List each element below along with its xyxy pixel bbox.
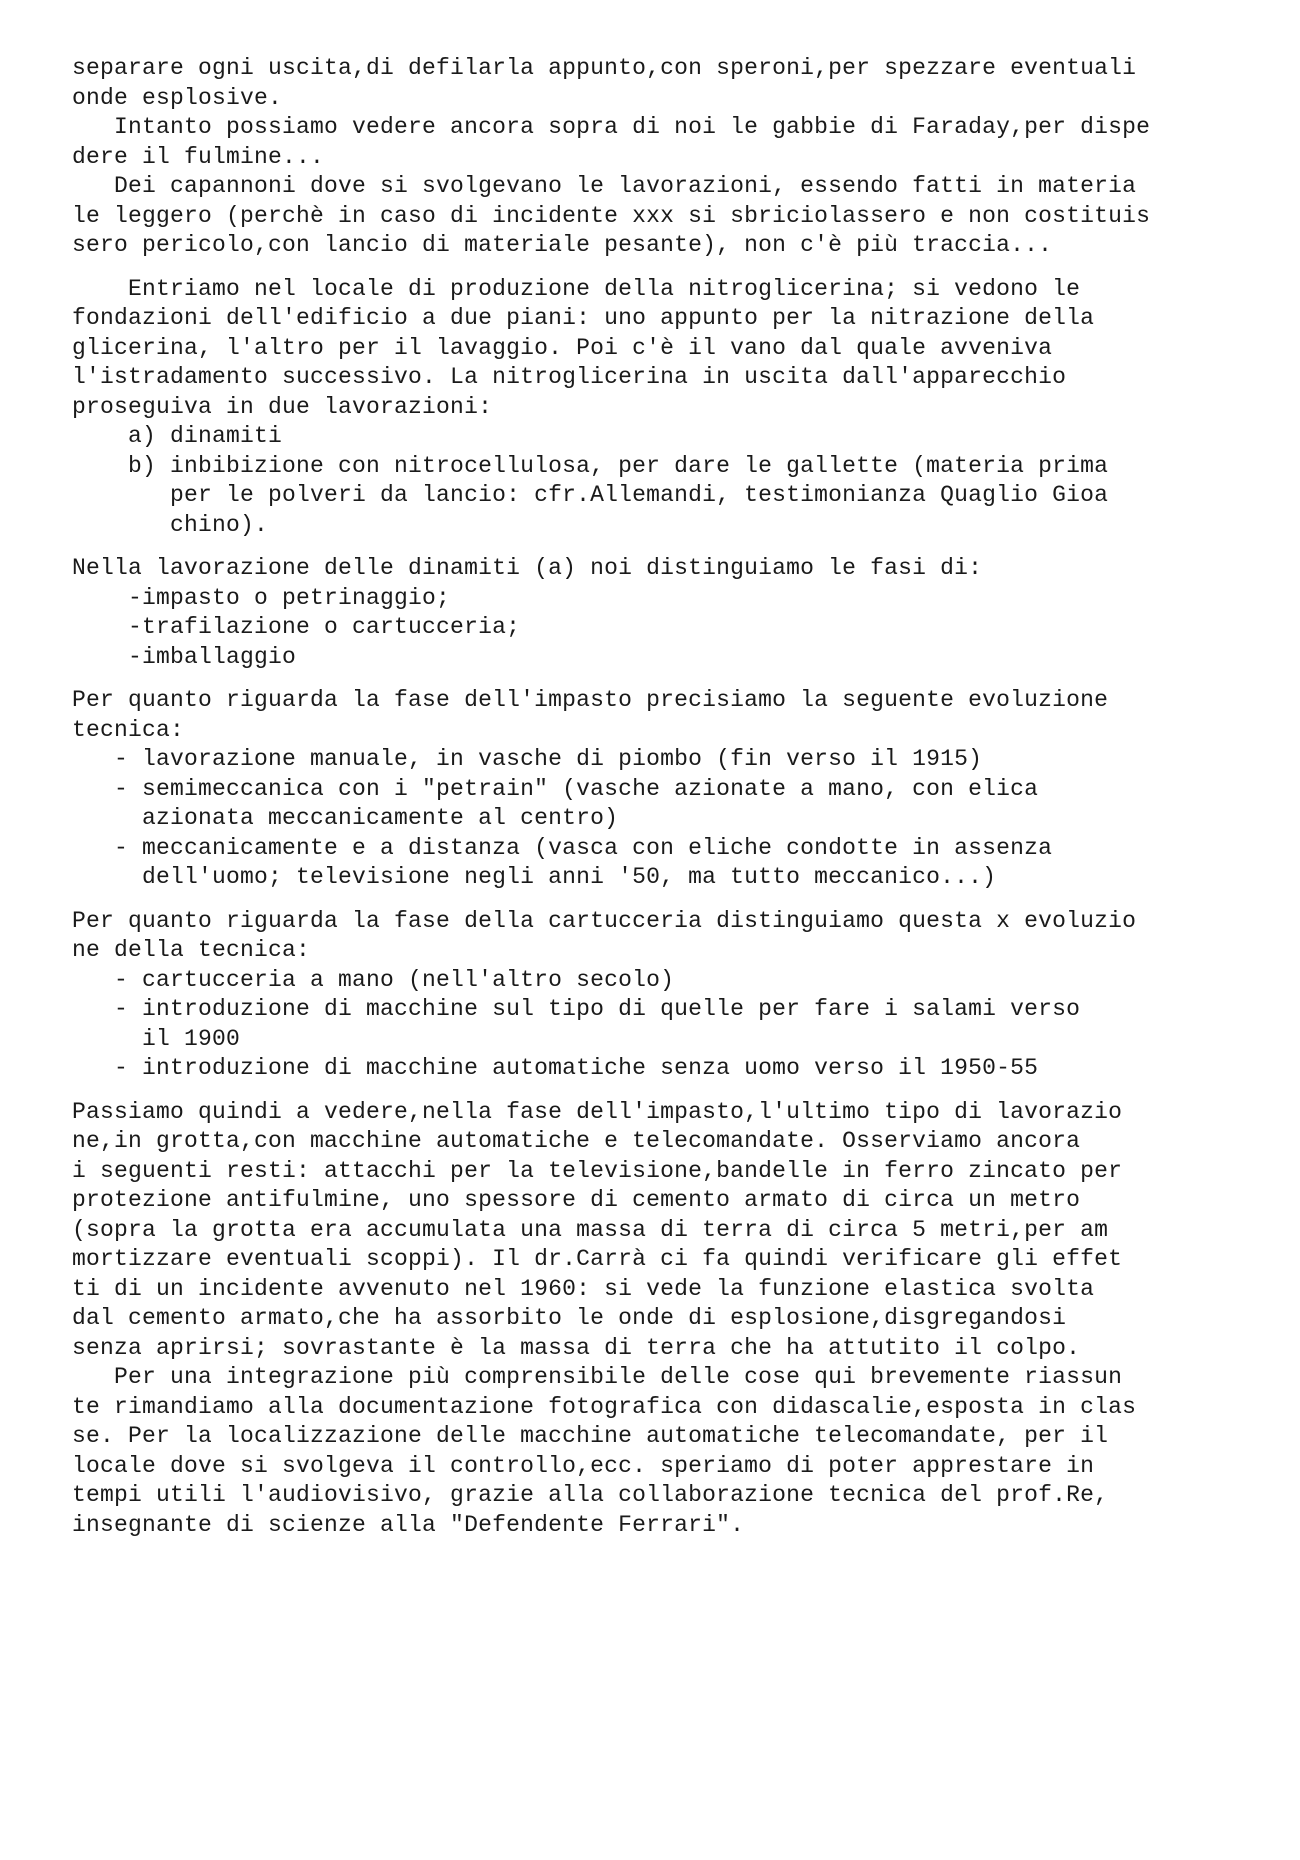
paragraph-block-4: [72, 686, 1232, 893]
text-line: i seguenti resti: attacchi per la televisione,bandelle in ferro zincato per: [72, 1157, 1123, 1184]
text-line: separare ogni uscita,di defilarla appunto,con speroni,per spezzare eventuali: [72, 55, 1137, 81]
text-line: sero pericolo,con lancio di materiale pesante), non c'è più traccia...: [72, 232, 1053, 258]
paragraph-block-6: [72, 1098, 1232, 1541]
text-line: Intanto possiamo vedere ancora sopra di noi le gabbie di Faraday,per dispe: [72, 114, 1151, 140]
typewritten-page: [72, 54, 1232, 1540]
spacer: [72, 672, 1232, 686]
text-line: senza aprirsi; sovrastante è la massa di terra che ha attutito il colpo.: [72, 1334, 1081, 1361]
list-item: - introduzione di macchine automatiche senza uomo verso il 1950-55: [72, 1055, 1039, 1081]
text-line: Per quanto riguarda la fase dell'impasto precisiamo la seguente evoluzione: [72, 687, 1109, 713]
text-line: tempi utili l'audiovisivo, grazie alla collaborazione tecnica del prof.Re,: [72, 1482, 1109, 1508]
text-line: mortizzare eventuali scoppi). Il dr.Carrà ci fa quindi verificare gli effet: [72, 1246, 1123, 1272]
spacer: [72, 893, 1232, 907]
list-item: - cartucceria a mano (nell'altro secolo): [72, 966, 675, 993]
text-line: ne,in grotta,con macchine automatiche e telecomandate. Osserviamo ancora: [72, 1128, 1081, 1154]
text-line: fondazioni dell'edificio a due piani: uno appunto per la nitrazione della: [72, 305, 1095, 331]
text-line: tecnica:: [72, 716, 185, 743]
text-line: protezione antifulmine, uno spessore di cemento armato di circa un metro: [72, 1187, 1081, 1213]
text-line: ti di un incidente avvenuto nel 1960: si vede la funzione elastica svolta: [72, 1275, 1095, 1302]
list-item: - lavorazione manuale, in vasche di piombo (fin verso il 1915): [72, 746, 983, 772]
text-line: (sopra la grotta era accumulata una massa di terra di circa 5 metri,per am: [72, 1216, 1109, 1243]
text-line: Nella lavorazione delle dinamiti (a) noi distinguiamo le fasi di:: [72, 555, 983, 581]
text-line: Per una integrazione più comprensibile delle cose qui brevemente riassun: [72, 1364, 1123, 1390]
list-item: il 1900: [72, 1025, 241, 1052]
paragraph-block-5: [72, 907, 1232, 1084]
list-item: -imballaggio: [72, 643, 297, 670]
text-line: se. Per la localizzazione delle macchine automatiche telecomandate, per il: [72, 1423, 1109, 1449]
text-line: dere il fulmine...: [72, 143, 325, 170]
list-item: -impasto o petrinaggio;: [72, 584, 451, 611]
list-item: a) dinamiti: [72, 423, 283, 449]
text-line: te rimandiamo alla documentazione fotografica con didascalie,esposta in clas: [72, 1393, 1137, 1420]
text-line: dal cemento armato,che ha assorbito le onde di esplosione,disgregandosi: [72, 1305, 1067, 1331]
text-line: le leggero (perchè in caso di incidente xxx si sbriciolassero e non costituis: [72, 202, 1151, 229]
list-item: - introduzione di macchine sul tipo di quelle per fare i salami verso: [72, 996, 1081, 1022]
paragraph-block-3: [72, 554, 1232, 672]
list-item: per le polveri da lancio: cfr.Allemandi, testimonianza Quaglio Gioa: [72, 482, 1109, 508]
text-line: insegnante di scienze alla "Defendente Ferrari".: [72, 1511, 745, 1538]
list-item: - meccanicamente e a distanza (vasca con eliche condotte in assenza: [72, 834, 1053, 861]
list-item: azionata meccanicamente al centro): [72, 805, 619, 831]
text-line: proseguiva in due lavorazioni:: [72, 393, 493, 420]
text-line: onde esplosive.: [72, 84, 283, 111]
list-item: b) inbibizione con nitrocellulosa, per dare le gallette (materia prima: [72, 452, 1109, 479]
text-line: Entriamo nel locale di produzione della nitroglicerina; si vedono le: [72, 275, 1081, 302]
text-line: Dei capannoni dove si svolgevano le lavorazioni, essendo fatti in materia: [72, 173, 1137, 199]
text-line: l'istradamento successivo. La nitroglicerina in uscita dall'apparecchio: [72, 364, 1067, 390]
spacer: [72, 261, 1232, 275]
text-line: locale dove si svolgeva il controllo,ecc. speriamo di poter apprestare in: [72, 1452, 1095, 1479]
text-line: ne della tecnica:: [72, 937, 311, 963]
text-line: Passiamo quindi a vedere,nella fase dell'impasto,l'ultimo tipo di lavorazio: [72, 1098, 1123, 1125]
paragraph-block-2: [72, 275, 1232, 541]
text-line: glicerina, l'altro per il lavaggio. Poi c'è il vano dal quale avveniva: [72, 334, 1053, 361]
spacer: [72, 1084, 1232, 1098]
list-item: dell'uomo; televisione negli anni '50, ma tutto meccanico...): [72, 864, 997, 890]
text-line: Per quanto riguarda la fase della cartucceria distinguiamo questa x evoluzio: [72, 907, 1137, 934]
list-item: chino).: [72, 511, 269, 538]
spacer: [72, 540, 1232, 554]
list-item: -trafilazione o cartucceria;: [72, 614, 521, 640]
paragraph-block-1: [72, 54, 1232, 261]
list-item: - semimeccanica con i "petrain" (vasche azionate a mano, con elica: [72, 775, 1039, 802]
